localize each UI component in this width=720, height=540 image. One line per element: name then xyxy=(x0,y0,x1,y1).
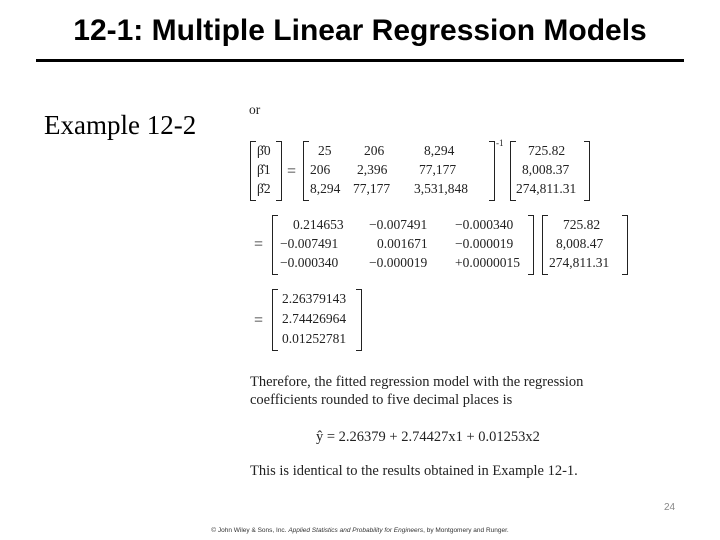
xtx-r2c2: 2,396 xyxy=(357,162,388,177)
equals-3: = xyxy=(254,312,264,329)
xty-1: 725.82 xyxy=(528,143,566,158)
beta-1: β̂1 xyxy=(257,162,271,177)
xtx-r2c3: 77,177 xyxy=(419,162,457,177)
inv-r3c2: −0.000019 xyxy=(369,255,428,270)
result-1: 2.26379143 xyxy=(282,291,347,306)
inv-r1c1: 0.214653 xyxy=(293,217,344,232)
xty2-3: 274,811.31 xyxy=(549,255,610,270)
copyright-footer: © John Wiley & Sons, Inc. Applied Statistics and Probability for Engineers, by Montgomery and Runger. xyxy=(211,527,509,534)
xty2-1: 725.82 xyxy=(563,217,601,232)
xtx-matrix xyxy=(303,141,495,201)
inv-r2c2: 0.001671 xyxy=(377,236,428,251)
inv-r1c2: −0.007491 xyxy=(369,217,428,232)
paragraph-1-line-1: Therefore, the fitted regression model with the regression xyxy=(250,374,584,390)
result-2: 2.74426964 xyxy=(282,311,347,326)
page-number: 24 xyxy=(664,502,676,513)
slide-title: 12-1: Multiple Linear Regression Models xyxy=(73,14,647,47)
xtx-r2c1: 206 xyxy=(310,162,331,177)
inv-r3c3: +0.0000015 xyxy=(455,255,520,270)
xtx-r3c3: 3,531,848 xyxy=(414,181,468,196)
example-label: Example 12-2 xyxy=(44,110,197,140)
xtx-r1c2: 206 xyxy=(364,143,385,158)
fitted-model-equation: ŷ = 2.26379 + 2.74427x1 + 0.01253x2 xyxy=(316,429,540,445)
beta-vector xyxy=(250,141,282,201)
xty-2: 8,008.37 xyxy=(522,162,570,177)
result-3: 0.01252781 xyxy=(282,331,347,346)
inv-r2c3: −0.000019 xyxy=(455,236,514,251)
xtx-r1c1: 25 xyxy=(318,143,332,158)
equals-2: = xyxy=(254,236,264,253)
inverse-exponent: -1 xyxy=(496,138,504,148)
xty-vector xyxy=(510,141,590,201)
xty2-2: 8,008.47 xyxy=(556,236,604,251)
xtx-r1c3: 8,294 xyxy=(424,143,455,158)
beta-0: β̂0 xyxy=(257,143,271,158)
inv-r1c3: −0.000340 xyxy=(455,217,514,232)
inv-r2c1: −0.007491 xyxy=(280,236,339,251)
paragraph-1-line-2: coefficients rounded to five decimal places is xyxy=(250,392,513,408)
result-vector xyxy=(272,289,362,351)
xty-3: 274,811.31 xyxy=(516,181,577,196)
xty-vector-2 xyxy=(542,215,628,275)
title-underline xyxy=(36,59,684,62)
beta-2: β̂2 xyxy=(257,181,271,196)
or-word: or xyxy=(249,102,261,117)
inverse-matrix xyxy=(272,215,534,275)
equals-1: = xyxy=(287,163,297,180)
xtx-r3c2: 77,177 xyxy=(353,181,391,196)
xtx-r3c1: 8,294 xyxy=(310,181,341,196)
paragraph-2: This is identical to the results obtained in Example 12-1. xyxy=(250,463,578,479)
inv-r3c1: −0.000340 xyxy=(280,255,339,270)
